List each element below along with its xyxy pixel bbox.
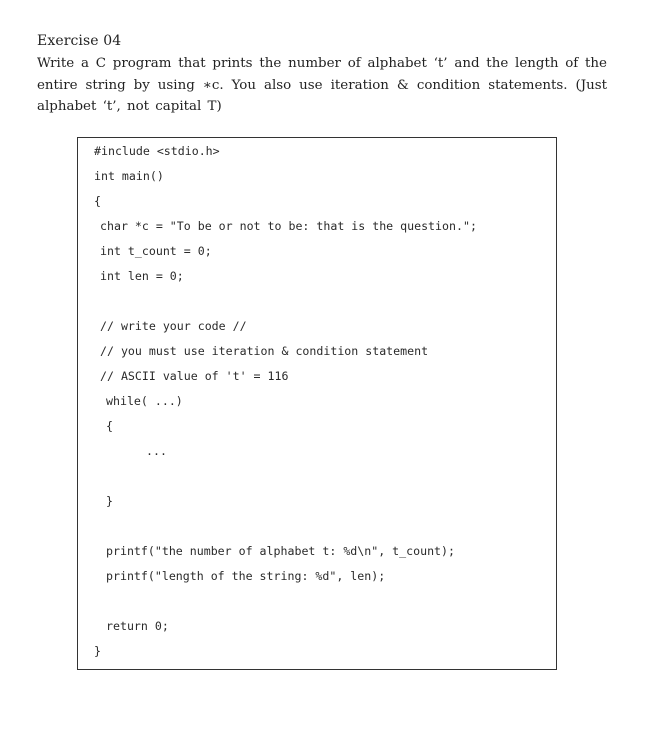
- code-line-while-open: {: [106, 419, 113, 433]
- code-line-return: return 0;: [106, 619, 169, 633]
- exercise-title: Exercise 04: [37, 33, 122, 49]
- code-listing: [77, 137, 557, 670]
- code-line-ellipsis: ...: [146, 444, 167, 458]
- code-comment-ascii: // ASCII value of 't' = 116: [100, 369, 289, 383]
- code-comment-iteration: // you must use iteration & condition statement: [100, 344, 429, 358]
- code-line-printf-count: printf("the number of alphabet t: %d\n", t_count);: [106, 544, 456, 558]
- code-line-printf-len: printf("length of the string: %d", len);: [106, 569, 386, 583]
- code-line-while-close: }: [106, 494, 113, 508]
- code-line-close-brace: }: [94, 644, 101, 658]
- code-line-while: while( ...): [106, 394, 183, 408]
- exercise-description: Write a C program that prints the number of alphabet ‘t’ and the length of the entire string by using ∗c. You also use iteration & condition statements. (Just alphabet ‘t’, not capital T): [37, 56, 607, 114]
- code-line-open-brace: {: [94, 194, 101, 208]
- code-line-include: #include <stdio.h>: [94, 144, 220, 158]
- code-comment-write: // write your code //: [100, 319, 247, 333]
- code-line-len: int len = 0;: [100, 269, 184, 283]
- code-line-main: int main(): [94, 169, 164, 183]
- code-line-char-decl: char *c = "To be or not to be: that is the question.";: [100, 219, 477, 233]
- code-line-t-count: int t_count = 0;: [100, 244, 212, 258]
